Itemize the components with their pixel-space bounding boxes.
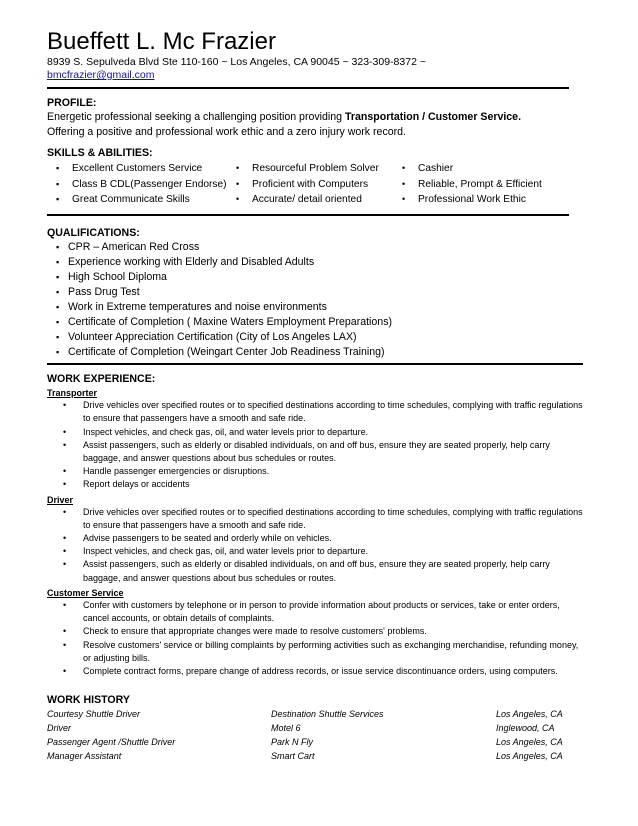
- history-location: Los Angeles, CA: [496, 709, 563, 720]
- duty-item: • Drive vehicles over specified routes or to specified destinations according to time schedules, complying with traffic regulations to ensure that passengers have a smooth and safe ride.: [63, 506, 587, 532]
- history-position: Manager Assistant: [47, 750, 122, 761]
- history-section: [47, 692, 587, 763]
- skill-item: • Cashier: [402, 161, 542, 177]
- history-employer: Smart Cart: [271, 750, 315, 761]
- job-title-transporter: Transporter: [47, 388, 98, 399]
- duty-item: • Advise passengers to be seated and orderly while on vehicles.: [63, 532, 587, 545]
- qualifications-list: [47, 240, 587, 361]
- qualification-item: ▪ Certificate of Completion (Weingart Center Job Readiness Training): [56, 345, 587, 360]
- skill-item: ▪ Class B CDL(Passenger Endorse): [56, 177, 236, 193]
- qualification-item: ▪ Work in Extreme temperatures and noise environments: [56, 300, 587, 315]
- skills-section: [47, 145, 587, 208]
- duty-item: • Inspect vehicles, and check gas, oil, and water levels prior to departure.: [63, 426, 587, 439]
- duty-item: • Handle passenger emergencies or disruptions.: [63, 465, 587, 478]
- duty-list: [47, 599, 587, 678]
- skills-column-3: [402, 161, 542, 208]
- skills-column-1: [56, 161, 236, 208]
- duty-list: [47, 399, 587, 491]
- email-link[interactable]: bmcfrazier@gmail.com: [47, 69, 155, 81]
- contact-address: 8939 S. Sepulveda Blvd Ste 110-160 ~ Los Angeles, CA 90045 ~ 323-309-8372 ~: [47, 56, 426, 68]
- profile-heading: PROFILE:: [47, 97, 97, 109]
- qualification-item: ▪ Volunteer Appreciation Certification (City of Los Angeles LAX): [56, 330, 587, 345]
- history-row: [47, 750, 587, 764]
- profile-section: [47, 96, 587, 140]
- history-employer: Motel 6: [271, 722, 301, 733]
- skill-item: • Professional Work Ethic: [402, 192, 542, 208]
- history-location: Los Angeles, CA: [496, 750, 563, 761]
- qualification-item: ▪ CPR – American Red Cross: [56, 240, 587, 255]
- skill-item: ▪ Great Communicate Skills: [56, 192, 236, 208]
- duty-item: • Assist passengers, such as elderly or disabled individuals, on and off bus, ensure they are seated properly, help carry baggage, and answer questions about bus schedules or routes.: [63, 558, 587, 584]
- qualifications-section: [47, 226, 587, 361]
- skills-column-2: [236, 161, 402, 208]
- applicant-name: Bueffett L. Mc Frazier: [47, 28, 276, 55]
- duty-list: [47, 506, 587, 585]
- history-employer: Destination Shuttle Services: [271, 709, 384, 720]
- history-position: Passenger Agent /Shuttle Driver: [47, 736, 176, 747]
- experience-section: [47, 371, 587, 678]
- skill-item: ▪ Excellent Customers Service: [56, 161, 236, 177]
- skill-item: • Accurate/ detail oriented: [236, 192, 402, 208]
- history-employer: Park N Fly: [271, 736, 314, 747]
- qualification-item: ▪ High School Diploma: [56, 270, 587, 285]
- divider: [47, 214, 569, 216]
- skills-heading: SKILLS & ABILITIES:: [47, 147, 153, 159]
- qualification-item: ▪ Certificate of Completion ( Maxine Waters Employment Preparations): [56, 315, 587, 330]
- duty-item: • Complete contract forms, prepare change of address records, or issue service discontinuance orders, using computers.: [63, 665, 587, 678]
- qualification-item: ▪ Pass Drug Test: [56, 285, 587, 300]
- skill-item: • Proficient with Computers: [236, 177, 402, 193]
- resume-page: [47, 28, 587, 763]
- skills-grid: [56, 161, 587, 208]
- profile-line-2: Offering a positive and professional work ethic and a zero injury work record.: [47, 126, 406, 138]
- duty-item: • Inspect vehicles, and check gas, oil, and water levels prior to departure.: [63, 545, 587, 558]
- job-title-customer-service: Customer Service: [47, 587, 124, 598]
- history-row: [47, 708, 587, 722]
- history-position: Driver: [47, 722, 71, 733]
- duty-item: • Resolve customers' service or billing complaints by performing activities such as exchanging merchandise, refunding money, or adjusting bills.: [63, 639, 587, 665]
- duty-item: • Confer with customers by telephone or in person to provide information about products or services, take or enter orders, cancel accounts, or obtain details of complaints.: [63, 599, 587, 625]
- history-location: Inglewood, CA: [496, 722, 555, 733]
- job-title-driver: Driver: [47, 494, 74, 505]
- divider: [47, 87, 569, 89]
- qualification-item: ▪ Experience working with Elderly and Disabled Adults: [56, 255, 587, 270]
- profile-line-1: Energetic professional seeking a challenging position providing Transportation / Customer Service.: [47, 111, 522, 123]
- duty-item: • Check to ensure that appropriate changes were made to resolve customers' problems.: [63, 625, 587, 638]
- qualifications-heading: QUALIFICATIONS:: [47, 226, 140, 239]
- duty-item: • Drive vehicles over specified routes or to specified destinations according to time schedules, complying with traffic regulations to ensure that passengers have a smooth and safe ride.: [63, 399, 587, 425]
- history-location: Los Angeles, CA: [496, 736, 563, 747]
- skill-item: • Resourceful Problem Solver: [236, 161, 402, 177]
- history-row: [47, 722, 587, 736]
- skill-item: • Reliable, Prompt & Efficient: [402, 177, 542, 193]
- history-position: Courtesy Shuttle Driver: [47, 709, 141, 720]
- history-heading: WORK HISTORY: [47, 694, 130, 707]
- history-table: [47, 708, 587, 763]
- divider: [47, 363, 583, 365]
- duty-item: • Report delays or accidents: [63, 478, 587, 491]
- experience-heading: WORK EXPERIENCE:: [47, 373, 156, 386]
- duty-item: • Assist passengers, such as elderly or disabled individuals, on and off bus, ensure they are seated properly, help carry baggage, and answer questions about bus schedules or routes.: [63, 439, 587, 465]
- history-row: [47, 736, 587, 750]
